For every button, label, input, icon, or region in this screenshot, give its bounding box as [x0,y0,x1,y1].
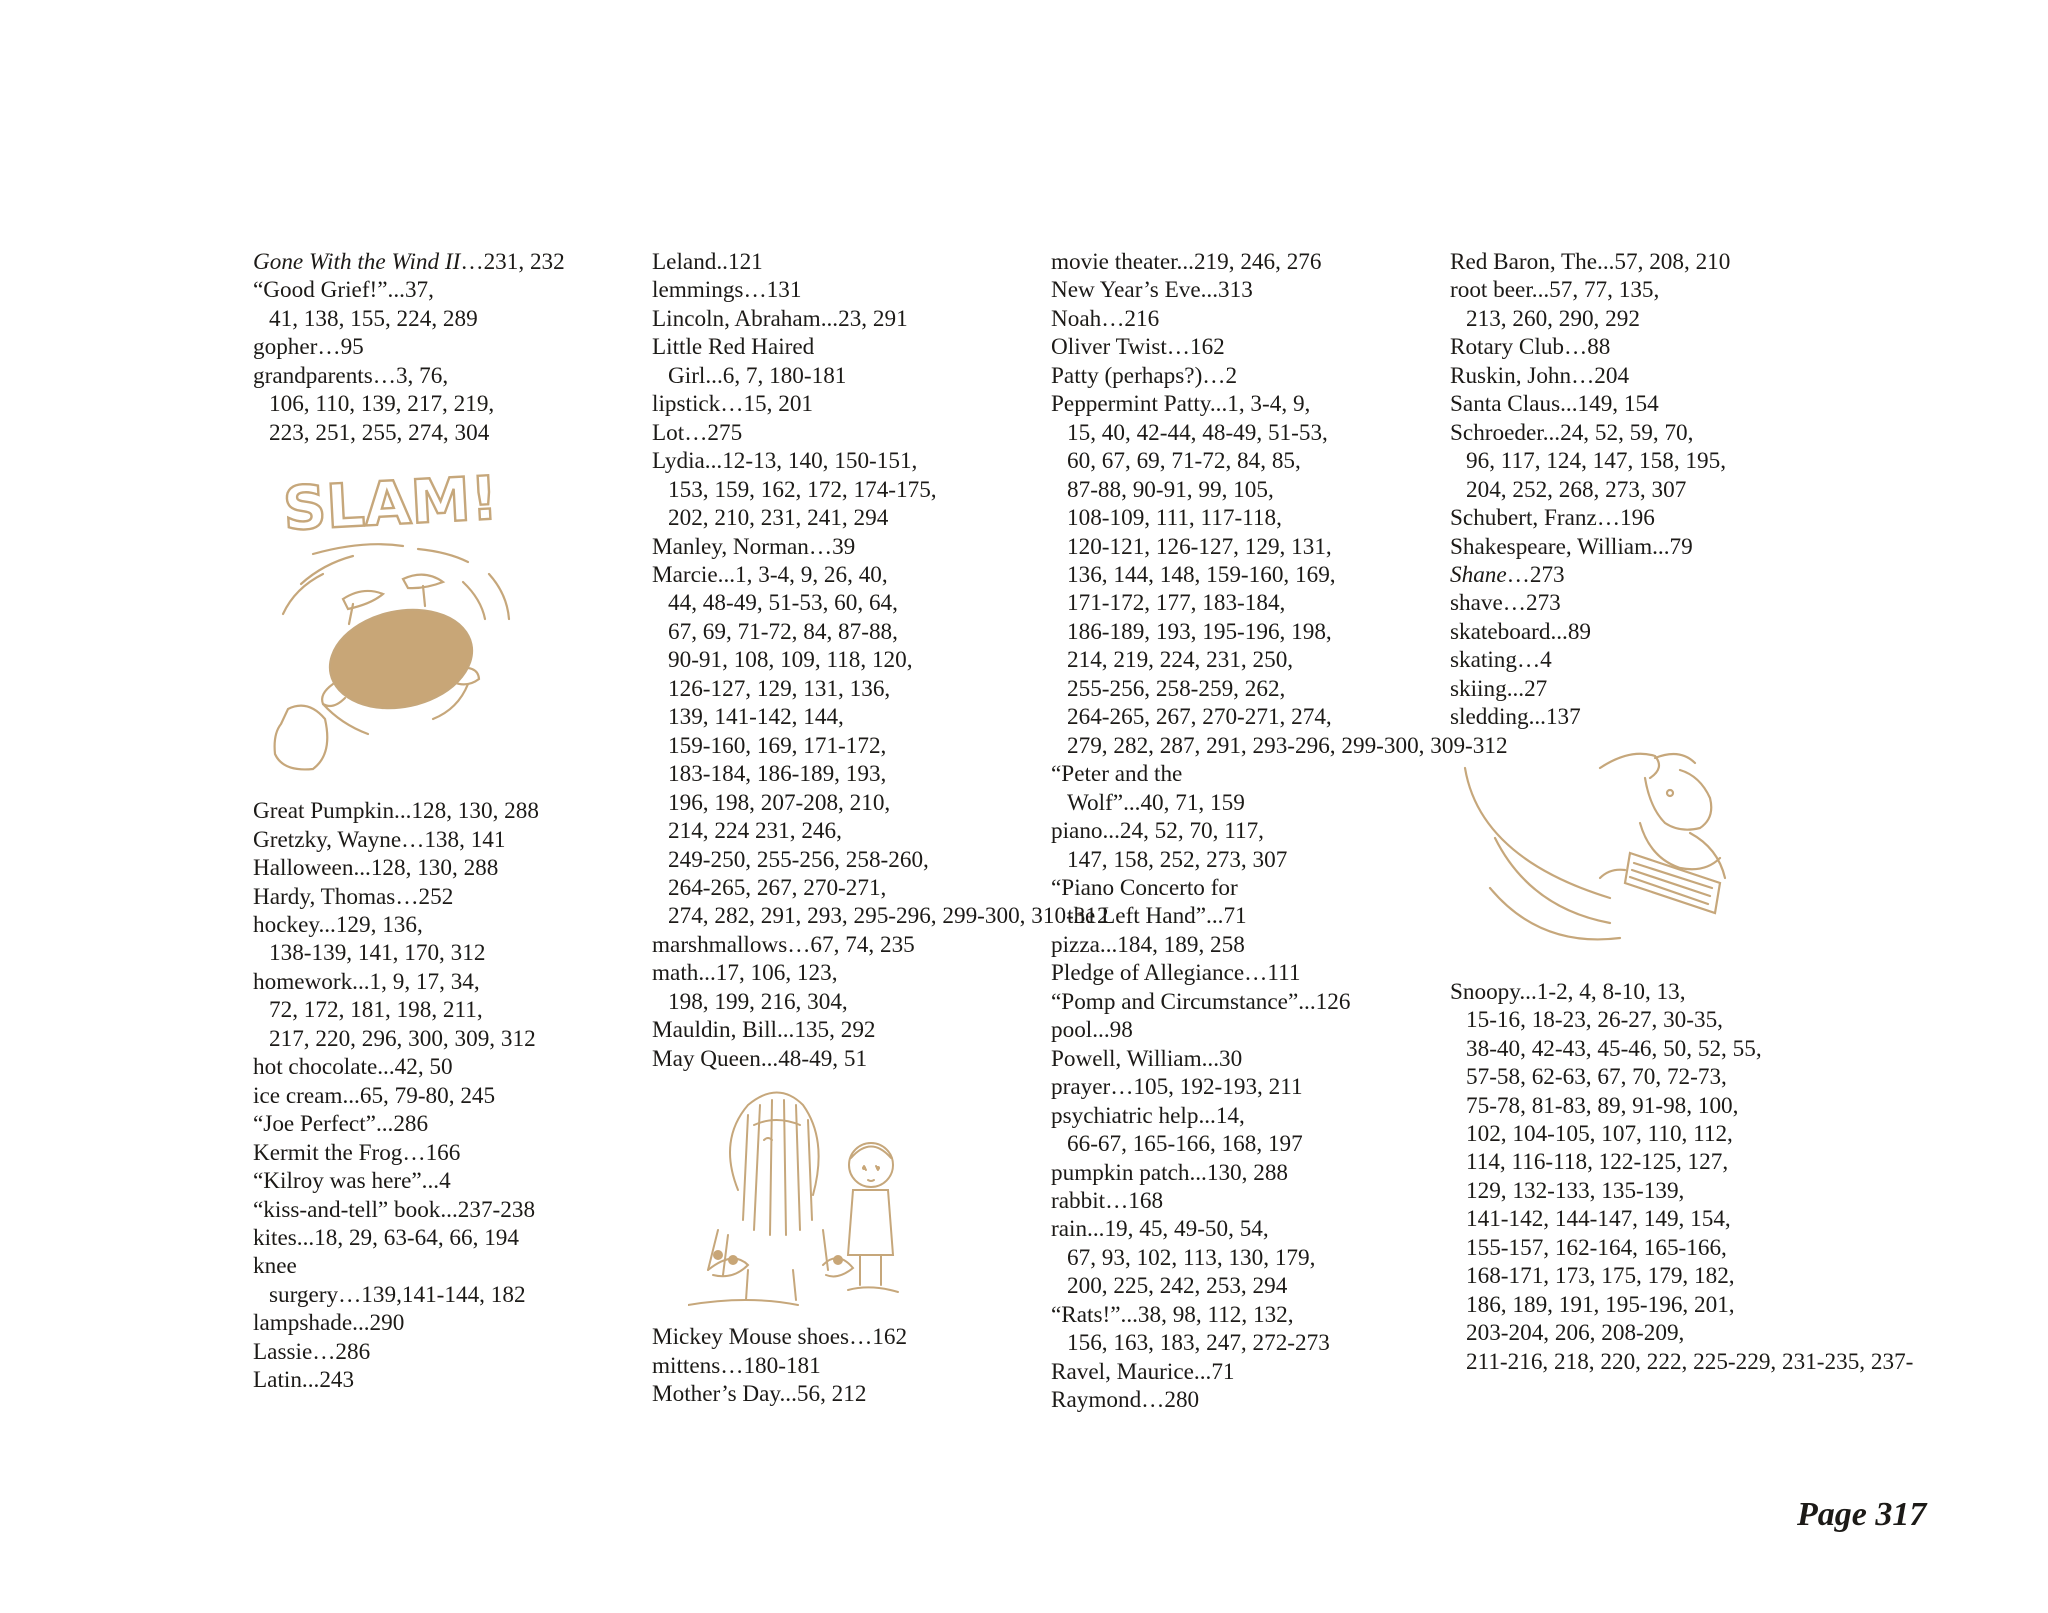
index-entry: Rotary Club…88 [1450,334,1611,361]
index-entry-title: Shane [1450,561,1507,588]
page-number: Page 317 [1797,1496,1927,1533]
index-entry: pool...98 [1051,1017,1133,1044]
index-entry: pumpkin patch...130, 288 [1051,1159,1289,1186]
index-entry: piano...24, 52, 70, 117, 147, 158, 252, 273, 307 [1051,818,1288,873]
index-entry: rabbit…168 [1051,1187,1164,1214]
index-entry: Halloween...128, 130, 288 [253,855,499,882]
index-entry: lampshade...290 [253,1310,405,1337]
index-entry: “Piano Concerto for the Left Hand”...71 [1051,874,1247,930]
index-entry-pages: …273 [1506,561,1565,588]
index-entry: marshmallows…67, 74, 235 [652,931,915,958]
index-entry [253,248,633,276]
index-entry: Powell, William...30 [1051,1045,1243,1072]
index-entry: gopher…95 [253,334,364,361]
index-column-4 [1450,248,1914,1376]
index-entry: Red Baron, The...57, 208, 210 [1450,249,1731,275]
rain-girls-drawing [688,1080,908,1316]
index-entry: Hardy, Thomas…252 [253,883,454,910]
index-entry: Little Red Haired Girl...6, 7, 180-181 [652,334,847,389]
index-entry: “Peter and the Wolf”...40, 71, 159 [1051,761,1245,816]
index-entry: Ravel, Maurice...71 [1051,1358,1235,1385]
index-entry: “Kilroy was here”...4 [253,1168,451,1195]
index-entry: knee surgery…139,141-144, 182 [253,1253,526,1308]
index-entry: ice cream...65, 79-80, 245 [253,1082,496,1109]
slam-drawing [253,454,533,790]
index-entry: New Year’s Eve...313 [1051,277,1253,304]
index-entry: Raymond…280 [1051,1387,1200,1414]
index-entry: Great Pumpkin...128, 130, 288 [253,798,539,825]
index-entry: lipstick…15, 201 [652,391,814,418]
index-entry: Peppermint Patty...1, 3-4, 9, 15, 40, 42-44, 48-49, 51-53, 60, 67, 69, 71-72, 84, 85, 87-88, 90-91, 99, 105, 108-109, 111, 117-118, 120-121, 126-127, 129, 131, 136, 144, 148, 159-160, 169, 171-172, 177, 183-184, 186-189, 193, 195-196, 198, 214, 219, 224, 231, 250, 255-256, 258-259, 262, 264-265, 267, 270-271, 274, 279, 282, 287, 291, 293-296, 299-300, 309-312 [1051,391,1508,759]
index-entry: Lot…275 [652,419,743,446]
index-column-1 [253,248,633,1395]
index-entry: sledding...137 [1450,704,1581,731]
index-entry: Leland..121 [652,249,763,275]
skateboard-drawing [1450,738,1786,972]
index-entry: Noah…216 [1051,305,1160,332]
index-entry: skateboard...89 [1450,618,1592,645]
index-entry: hockey...129, 136, 138-139, 141, 170, 312 [253,911,486,967]
index-entry: Mauldin, Bill...135, 292 [652,1017,876,1044]
slam-text: SLAM! [281,463,500,545]
index-entry: rain...19, 45, 49-50, 54, 67, 93, 102, 113, 130, 179, 200, 225, 242, 253, 294 [1051,1216,1316,1300]
index-entry: Patty (perhaps?)…2 [1051,362,1238,389]
index-entry: math...17, 106, 123, 198, 199, 216, 304, [652,960,848,1015]
peppermint-patty-marcie-illustration [688,1080,908,1316]
index-entry: Lincoln, Abraham...23, 291 [652,305,908,332]
index-entry: Mother’s Day...56, 212 [652,1381,867,1408]
index-entry: psychiatric help...14, 66-67, 165-166, 168, 197 [1051,1102,1303,1158]
index-entry: Schubert, Franz…196 [1450,505,1655,532]
index-entry: Shakespeare, William...79 [1450,533,1693,560]
index-entries-col-4-top [1450,248,1830,732]
index-entries-col-2-bottom [652,1323,1032,1408]
index-entry: Marcie...1, 3-4, 9, 26, 40, 44, 48-49, 51-53, 60, 64, 67, 69, 71-72, 84, 87-88, 90-91, 108, 109, 118, 120, 126-127, 129, 131, 136, 139, 141-142, 144, 159-160, 169, 171-172, 183-184, 186-189, 193, 196, 198, 207-208, 210, 214, 224 231, 246, 249-250, 255-256, 258-260, 264-265, 267, 270-271, 274, 282, 291, 293, 295-296, 299-300, 310-312 [652,561,1109,930]
index-entry: skiing...27 [1450,675,1548,702]
index-entry: Mickey Mouse shoes…162 [652,1324,908,1351]
index-entry: Ruskin, John…204 [1450,362,1630,389]
index-entry: “Pomp and Circumstance”...126 [1051,988,1351,1015]
index-entry: Gretzky, Wayne…138, 141 [253,826,506,853]
index-entry: mittens…180-181 [652,1352,821,1379]
index-entry: Santa Claus...149, 154 [1450,391,1659,418]
index-entry: pizza...184, 189, 258 [1051,931,1245,958]
index-entry: Lydia...12-13, 140, 150-151, 153, 159, 162, 172, 174-175, 202, 210, 231, 241, 294 [652,448,937,532]
index-entry: hot chocolate...42, 50 [253,1054,453,1081]
index-entry: “kiss-and-tell” book...237-238 [253,1196,536,1223]
snoopy-skateboard-illustration [1450,738,1786,972]
index-entries-col-4-bottom [1450,978,1914,1376]
index-entry: “Joe Perfect”...286 [253,1111,429,1138]
index-entry: shave…273 [1450,590,1561,617]
index-entry: kites...18, 29, 63-64, 66, 194 [253,1224,519,1251]
index-entry: May Queen...48-49, 51 [652,1045,868,1072]
index-entry: “Rats!”...38, 98, 112, 132, 156, 163, 183, 247, 272-273 [1051,1301,1330,1357]
index-entry: Oliver Twist…162 [1051,334,1225,361]
index-entries-col-1-top [253,248,633,447]
index-entry-pages: …231, 232 [460,249,565,275]
index-entry: root beer...57, 77, 135, 213, 260, 290, 292 [1450,277,1660,332]
index-entry: “Good Grief!”...37, 41, 138, 155, 224, 289 [253,277,478,332]
index-entry: Snoopy...1-2, 4, 8-10, 13, 15-16, 18-23, 26-27, 30-35, 38-40, 42-43, 45-46, 50, 52, 55, 57-58, 62-63, 67, 70, 72-73, 75-78, 81-83, 89, 91-98, 100, 102, 104-105, 107, 110, 112, 114, 116-118, 122-125, 127, 129, 132-133, 135-139, 141-142, 144-147, 149, 154, 155-157, 162-164, 165-166, 168-171, 173, 175, 179, 182, 186, 189, 191, 195-196, 201, 203-204, 206, 208-209, 211-216, 218, 220, 222, 225-229, 231-235, 237- [1450,978,1914,1375]
index-entry: movie theater...219, 246, 276 [1051,249,1322,275]
index-entry: lemmings…131 [652,277,802,304]
index-entry: skating…4 [1450,647,1552,674]
index-entry-title: Gone With the Wind II [253,249,461,275]
index-entry [1450,561,1830,589]
index-entry: Pledge of Allegiance…111 [1051,960,1301,987]
index-entry: Lassie…286 [253,1338,371,1365]
index-entry: homework...1, 9, 17, 34, 72, 172, 181, 198, 211, 217, 220, 296, 300, 309, 312 [253,968,536,1052]
index-entry: grandparents…3, 76, 106, 110, 139, 217, 219, 223, 251, 255, 274, 304 [253,362,495,446]
index-entries-col-1-bottom [253,797,633,1395]
index-entry: Manley, Norman…39 [652,533,856,560]
index-entry: prayer…105, 192-193, 211 [1051,1074,1303,1101]
index-entry: Latin...243 [253,1367,355,1394]
index-entry: Schroeder...24, 52, 59, 70, 96, 117, 124, 147, 158, 195, 204, 252, 268, 273, 307 [1450,419,1726,503]
index-entry: Kermit the Frog…166 [253,1139,461,1166]
slam-illustration [253,454,533,790]
